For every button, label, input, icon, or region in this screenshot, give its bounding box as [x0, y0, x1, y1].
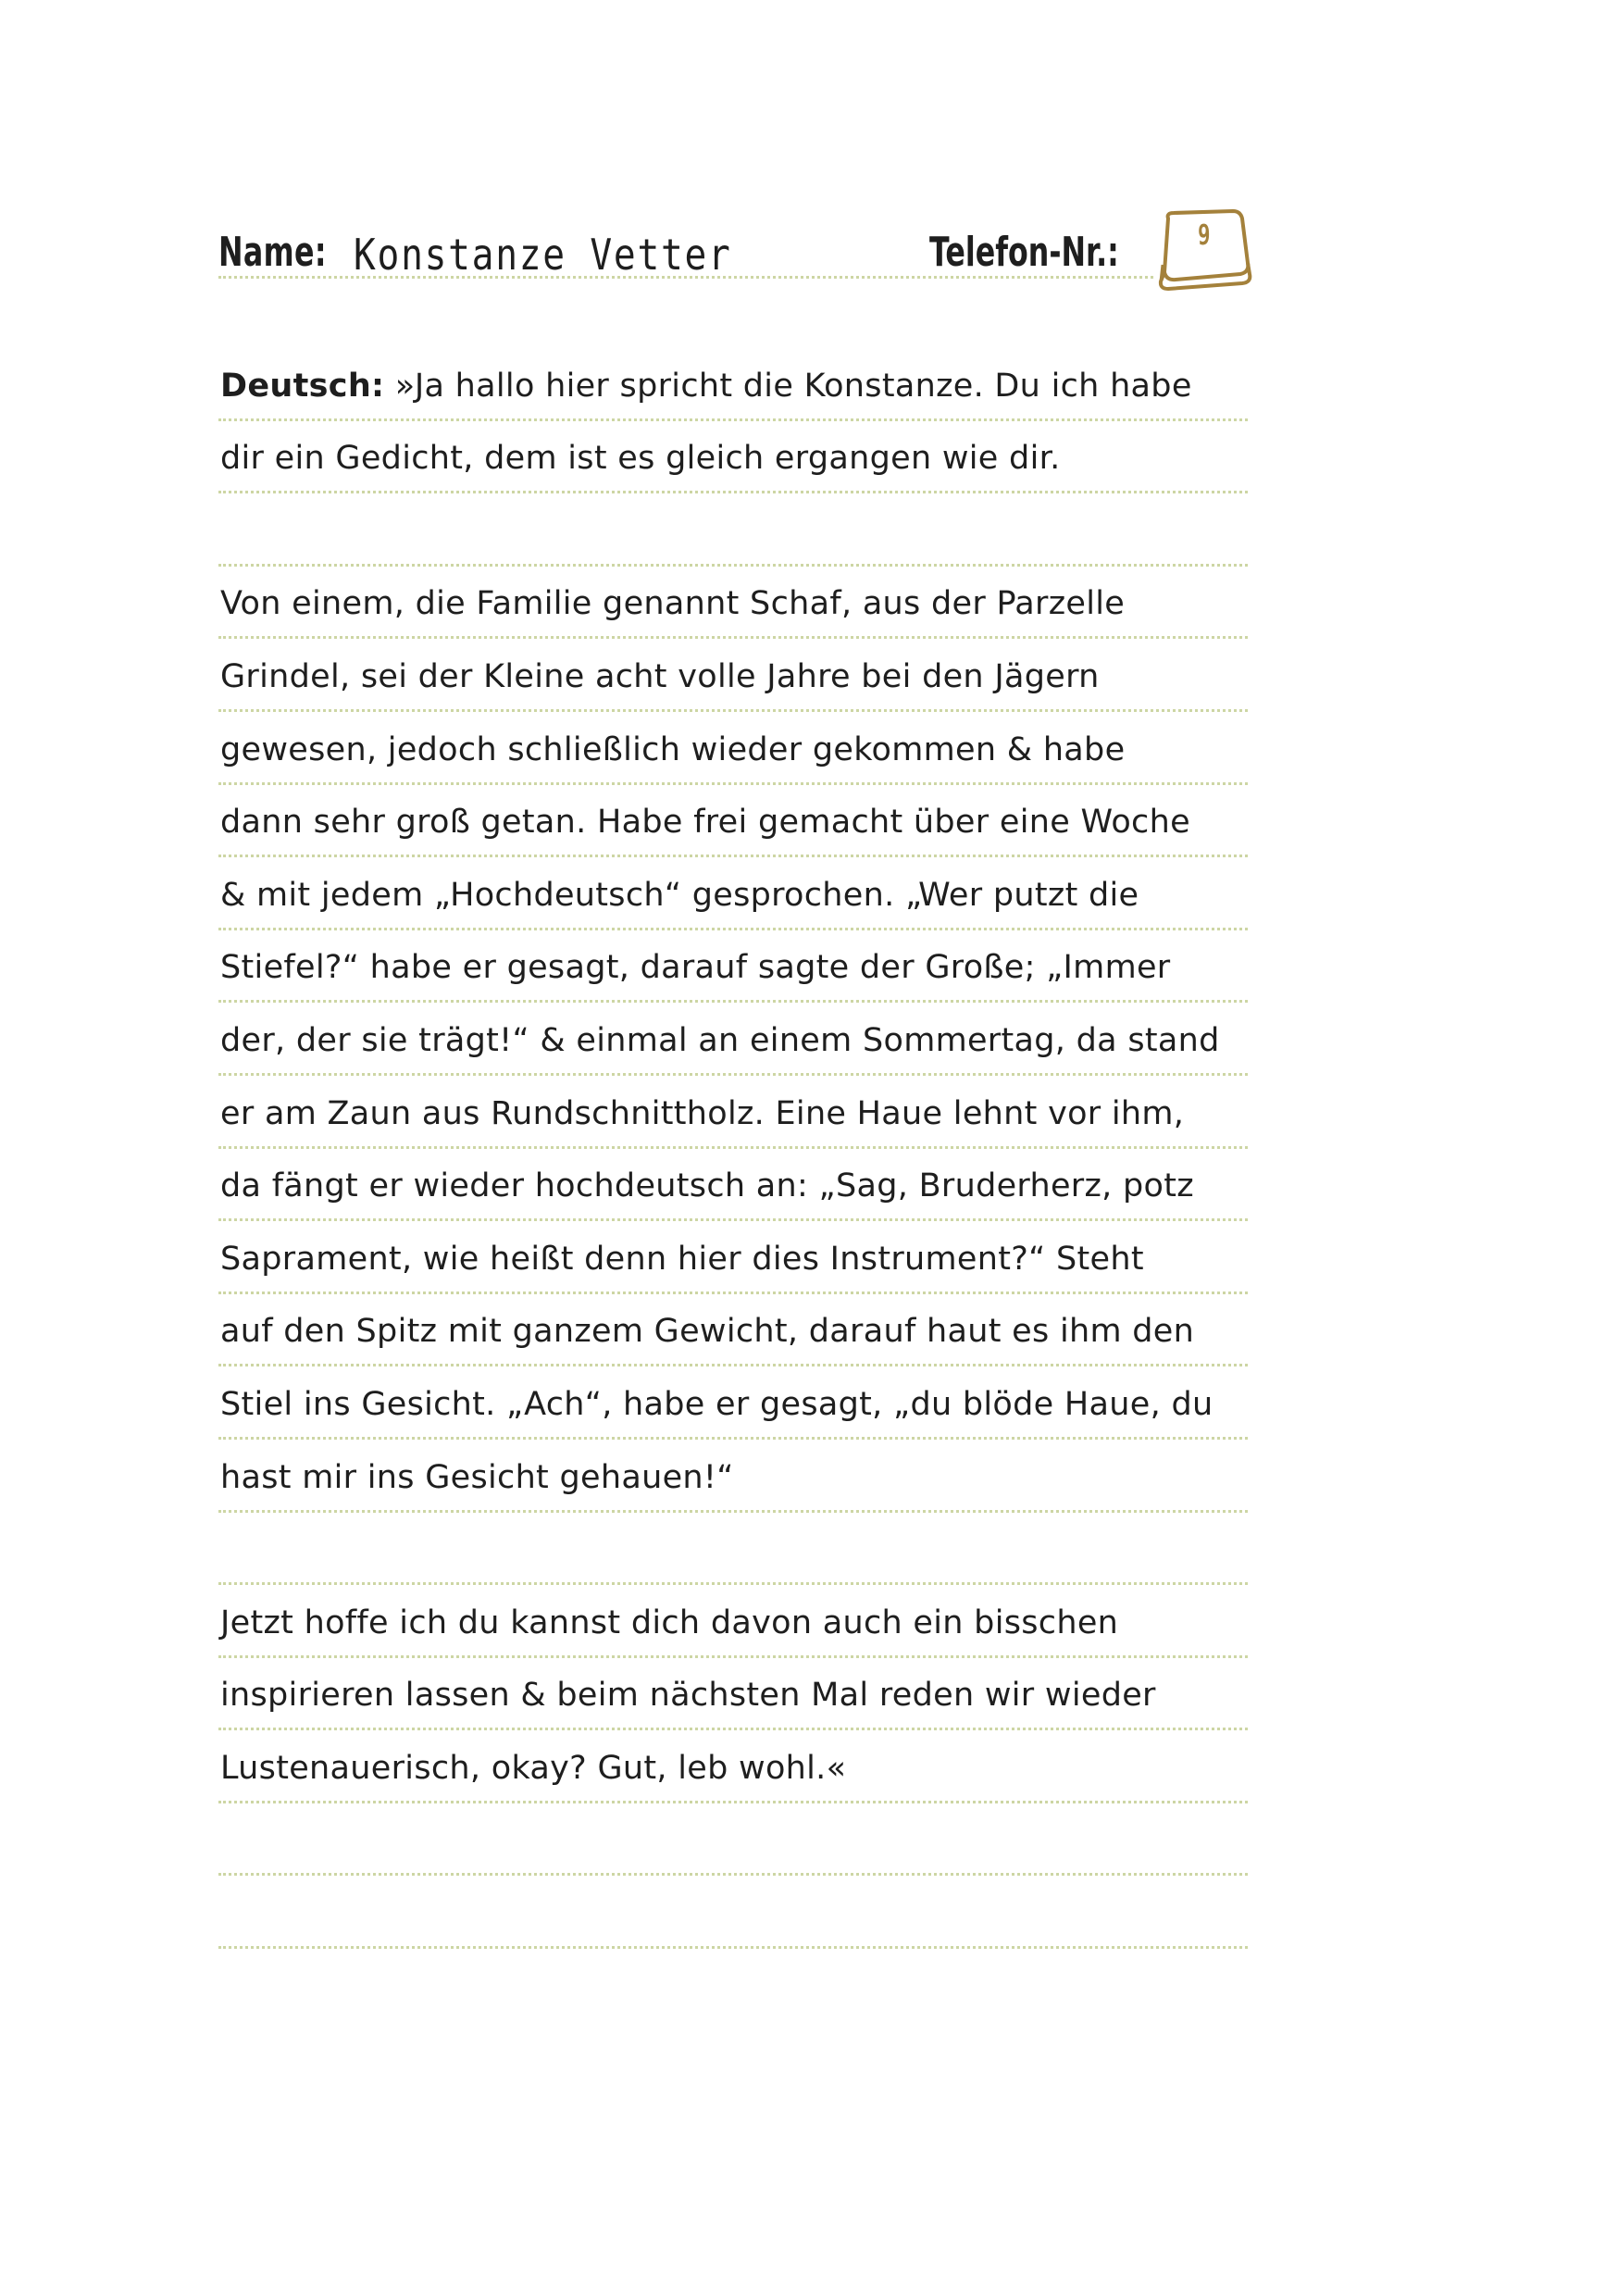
line-text: dann sehr groß getan. Habe frei gemacht über eine Woche: [220, 804, 1190, 842]
text-line: [218, 785, 1248, 858]
line-text: er am Zaun aus Rundschnittholz. Eine Haue lehnt vor ihm,: [220, 1094, 1185, 1132]
text-line: [218, 1513, 1248, 1586]
line-content: »Ja hallo hier spricht die Konstanze. Du ich habe: [394, 367, 1192, 405]
phone-label: Telefon-Nr.:: [929, 229, 1119, 276]
name-value: Konstanze Vetter: [354, 230, 732, 280]
text-line: [218, 857, 1248, 930]
line-text: auf den Spitz mit ganzem Gewicht, darauf haut es ihm den: [220, 1313, 1195, 1351]
line-text: [220, 367, 1192, 406]
text-line: [218, 1076, 1248, 1149]
line-text: Grindel, sei der Kleine acht volle Jahre bei den Jägern: [220, 657, 1100, 695]
text-line: [218, 930, 1248, 1004]
text-line: [218, 1294, 1248, 1367]
text-line: [218, 1440, 1248, 1513]
line-text: Stiel ins Gesicht. „Ach“, habe er gesagt, „du blöde Haue, du: [220, 1385, 1214, 1423]
header: [218, 218, 1255, 293]
line-text: Saprament, wie heißt denn hier dies Instrument?“ Steht: [220, 1240, 1144, 1278]
name-label: Name:: [218, 229, 327, 276]
text-line: [218, 1003, 1248, 1076]
line-text: Jetzt hoffe ich du kannst dich davon auch ein bisschen: [220, 1603, 1119, 1641]
text-line: [218, 1876, 1248, 1949]
line-text: Stiefel?“ habe er gesagt, darauf sagte der Große; „Immer: [220, 949, 1171, 987]
line-text: Von einem, die Familie genannt Schaf, aus der Parzelle: [220, 585, 1126, 623]
line-text: inspirieren lassen & beim nächsten Mal reden wir wieder: [220, 1677, 1156, 1715]
text-line: [218, 1730, 1248, 1803]
line-text: Lustenauerisch, okay? Gut, leb wohl.«: [220, 1749, 847, 1787]
text-line: [218, 1585, 1248, 1658]
phone-key-digit: 9: [1198, 219, 1211, 252]
text-line: [218, 1221, 1248, 1294]
line-text: hast mir ins Gesicht gehauen!“: [220, 1458, 734, 1496]
line-text: dir ein Gedicht, dem ist es gleich ergangen wie dir.: [220, 440, 1061, 478]
text-line: [218, 348, 1248, 421]
text-line: [218, 639, 1248, 712]
text-line: [218, 712, 1248, 785]
lined-text-body: [218, 348, 1248, 1949]
language-label: Deutsch:: [220, 367, 385, 405]
phone-key-icon: [1155, 209, 1253, 293]
line-text: der, der sie trägt!“ & einmal an einem Sommertag, da stand: [220, 1021, 1220, 1059]
text-line: [218, 1803, 1248, 1877]
text-line: [218, 567, 1248, 640]
text-line: [218, 1366, 1248, 1440]
text-line: [218, 421, 1248, 494]
line-text: da fängt er wieder hochdeutsch an: „Sag, Bruderherz, potz: [220, 1167, 1194, 1205]
text-line: [218, 1149, 1248, 1222]
text-line: [218, 1658, 1248, 1731]
line-text: & mit jedem „Hochdeutsch“ gesprochen. „Wer putzt die: [220, 876, 1139, 914]
text-line: [218, 493, 1248, 567]
line-text: gewesen, jedoch schließlich wieder gekommen & habe: [220, 730, 1126, 768]
